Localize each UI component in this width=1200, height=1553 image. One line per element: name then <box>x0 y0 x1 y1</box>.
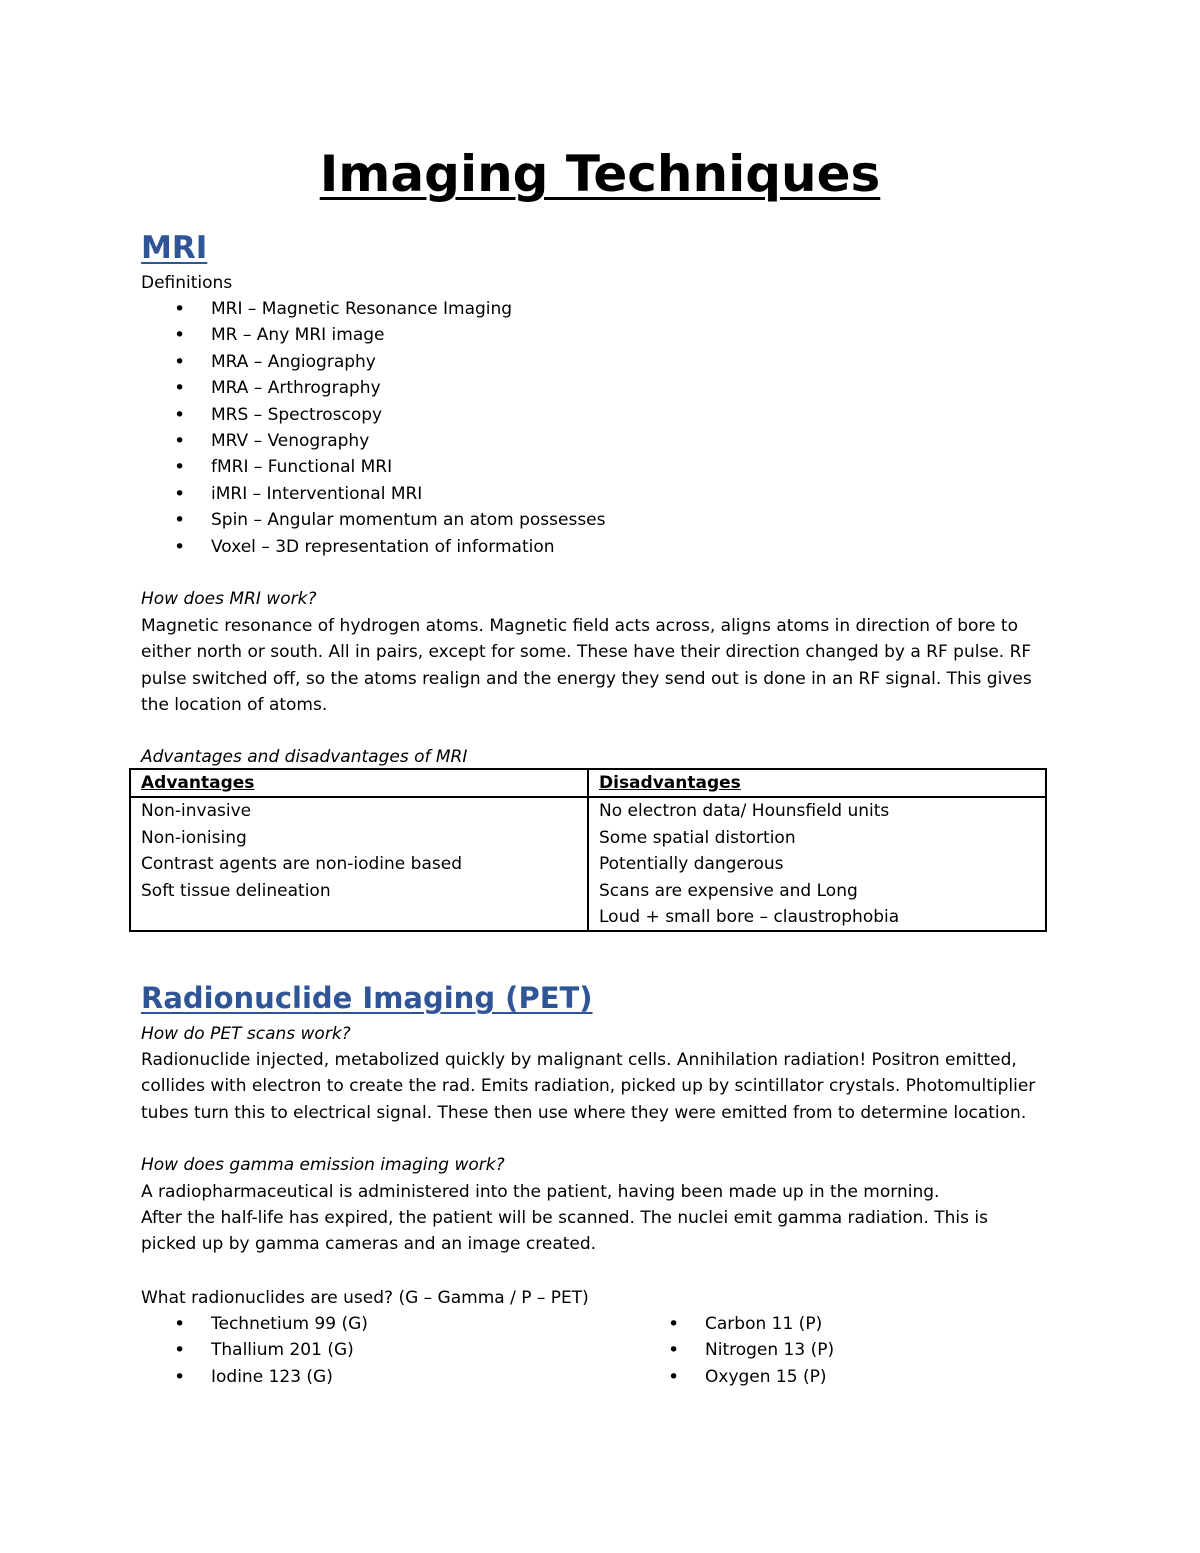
list-item: • iMRI – Interventional MRI <box>141 481 606 507</box>
advantage-item: Soft tissue delineation <box>141 880 331 901</box>
definitions-list <box>141 296 606 560</box>
disadvantage-item: No electron data/ Hounsfield units <box>599 801 890 822</box>
disadvantages-header: Disadvantages <box>588 769 1046 797</box>
list-item: • MRA – Angiography <box>141 349 606 375</box>
pet-question: How do PET scans work? <box>141 1024 351 1044</box>
pet-answer: Radionuclide injected, metabolized quickly by malignant cells. Annihilation radiation! Positron emitted, collides with electron to create the rad. Emits radiation, picked up by scintillator crystals. Photomultiplier tubes turn this to electrical signal. These then use where they were emitted from to determine location. <box>141 1050 1036 1123</box>
disadvantage-item: Loud + small bore – claustrophobia <box>599 907 900 928</box>
radionuclides-list-left <box>141 1311 368 1390</box>
list-item: • Voxel – 3D representation of information <box>141 534 606 560</box>
list-item: • MR – Any MRI image <box>141 322 606 348</box>
advantages-table <box>129 768 1047 932</box>
list-item: • fMRI – Functional MRI <box>141 454 606 480</box>
mri-how-answer: Magnetic resonance of hydrogen atoms. Magnetic field acts across, aligns atoms in direction of bore to either north or south. All in pairs, except for some. These have their direction changed by a RF pulse. RF pulse switched off, so the atoms realign and the energy they send out is done in an RF signal. This gives the location of atoms. <box>141 616 1032 716</box>
list-item: • Spin – Angular momentum an atom possesses <box>141 507 606 533</box>
advantage-item: Non-ionising <box>141 827 247 848</box>
disadvantage-item: Potentially dangerous <box>599 854 784 875</box>
advantage-item: Contrast agents are non-iodine based <box>141 854 462 875</box>
gamma-answer-line1: A radiopharmaceutical is administered into the patient, having been made up in the morning. <box>141 1182 940 1202</box>
mri-advantages-label: Advantages and disadvantages of MRI <box>141 747 468 767</box>
list-item: • MRI – Magnetic Resonance Imaging <box>141 296 606 322</box>
advantage-item: Non-invasive <box>141 801 252 822</box>
list-item: • MRV – Venography <box>141 428 606 454</box>
list-item: • Thallium 201 (G) <box>141 1337 368 1363</box>
list-item: • MRS – Spectroscopy <box>141 402 606 428</box>
mri-heading: MRI <box>141 230 208 266</box>
table-row <box>130 797 1046 931</box>
disadvantage-item: Some spatial distortion <box>599 827 796 848</box>
list-item: • Iodine 123 (G) <box>141 1364 368 1390</box>
disadvantage-item: Scans are expensive and Long <box>599 880 858 901</box>
list-item: • MRA – Arthrography <box>141 375 606 401</box>
advantages-cell <box>130 797 588 931</box>
advantages-header: Advantages <box>130 769 588 797</box>
definitions-label: Definitions <box>141 273 233 293</box>
list-item: • Carbon 11 (P) <box>635 1311 834 1337</box>
list-item: • Nitrogen 13 (P) <box>635 1337 834 1363</box>
radionuclides-list-right <box>635 1311 834 1390</box>
gamma-answer-line2: After the half-life has expired, the patient will be scanned. The nuclei emit gamma radiation. This is picked up by gamma cameras and an image created. <box>141 1208 988 1255</box>
radionuclides-label: What radionuclides are used? (G – Gamma / P – PET) <box>141 1288 589 1308</box>
disadvantages-cell <box>588 797 1046 931</box>
list-item: • Technetium 99 (G) <box>141 1311 368 1337</box>
list-item: • Oxygen 15 (P) <box>635 1364 834 1390</box>
page-title: Imaging Techniques <box>319 145 881 203</box>
mri-how-question: How does MRI work? <box>141 589 317 609</box>
pet-heading: Radionuclide Imaging (PET) <box>141 981 593 1015</box>
table-header-row <box>130 769 1046 797</box>
gamma-question: How does gamma emission imaging work? <box>141 1155 505 1175</box>
